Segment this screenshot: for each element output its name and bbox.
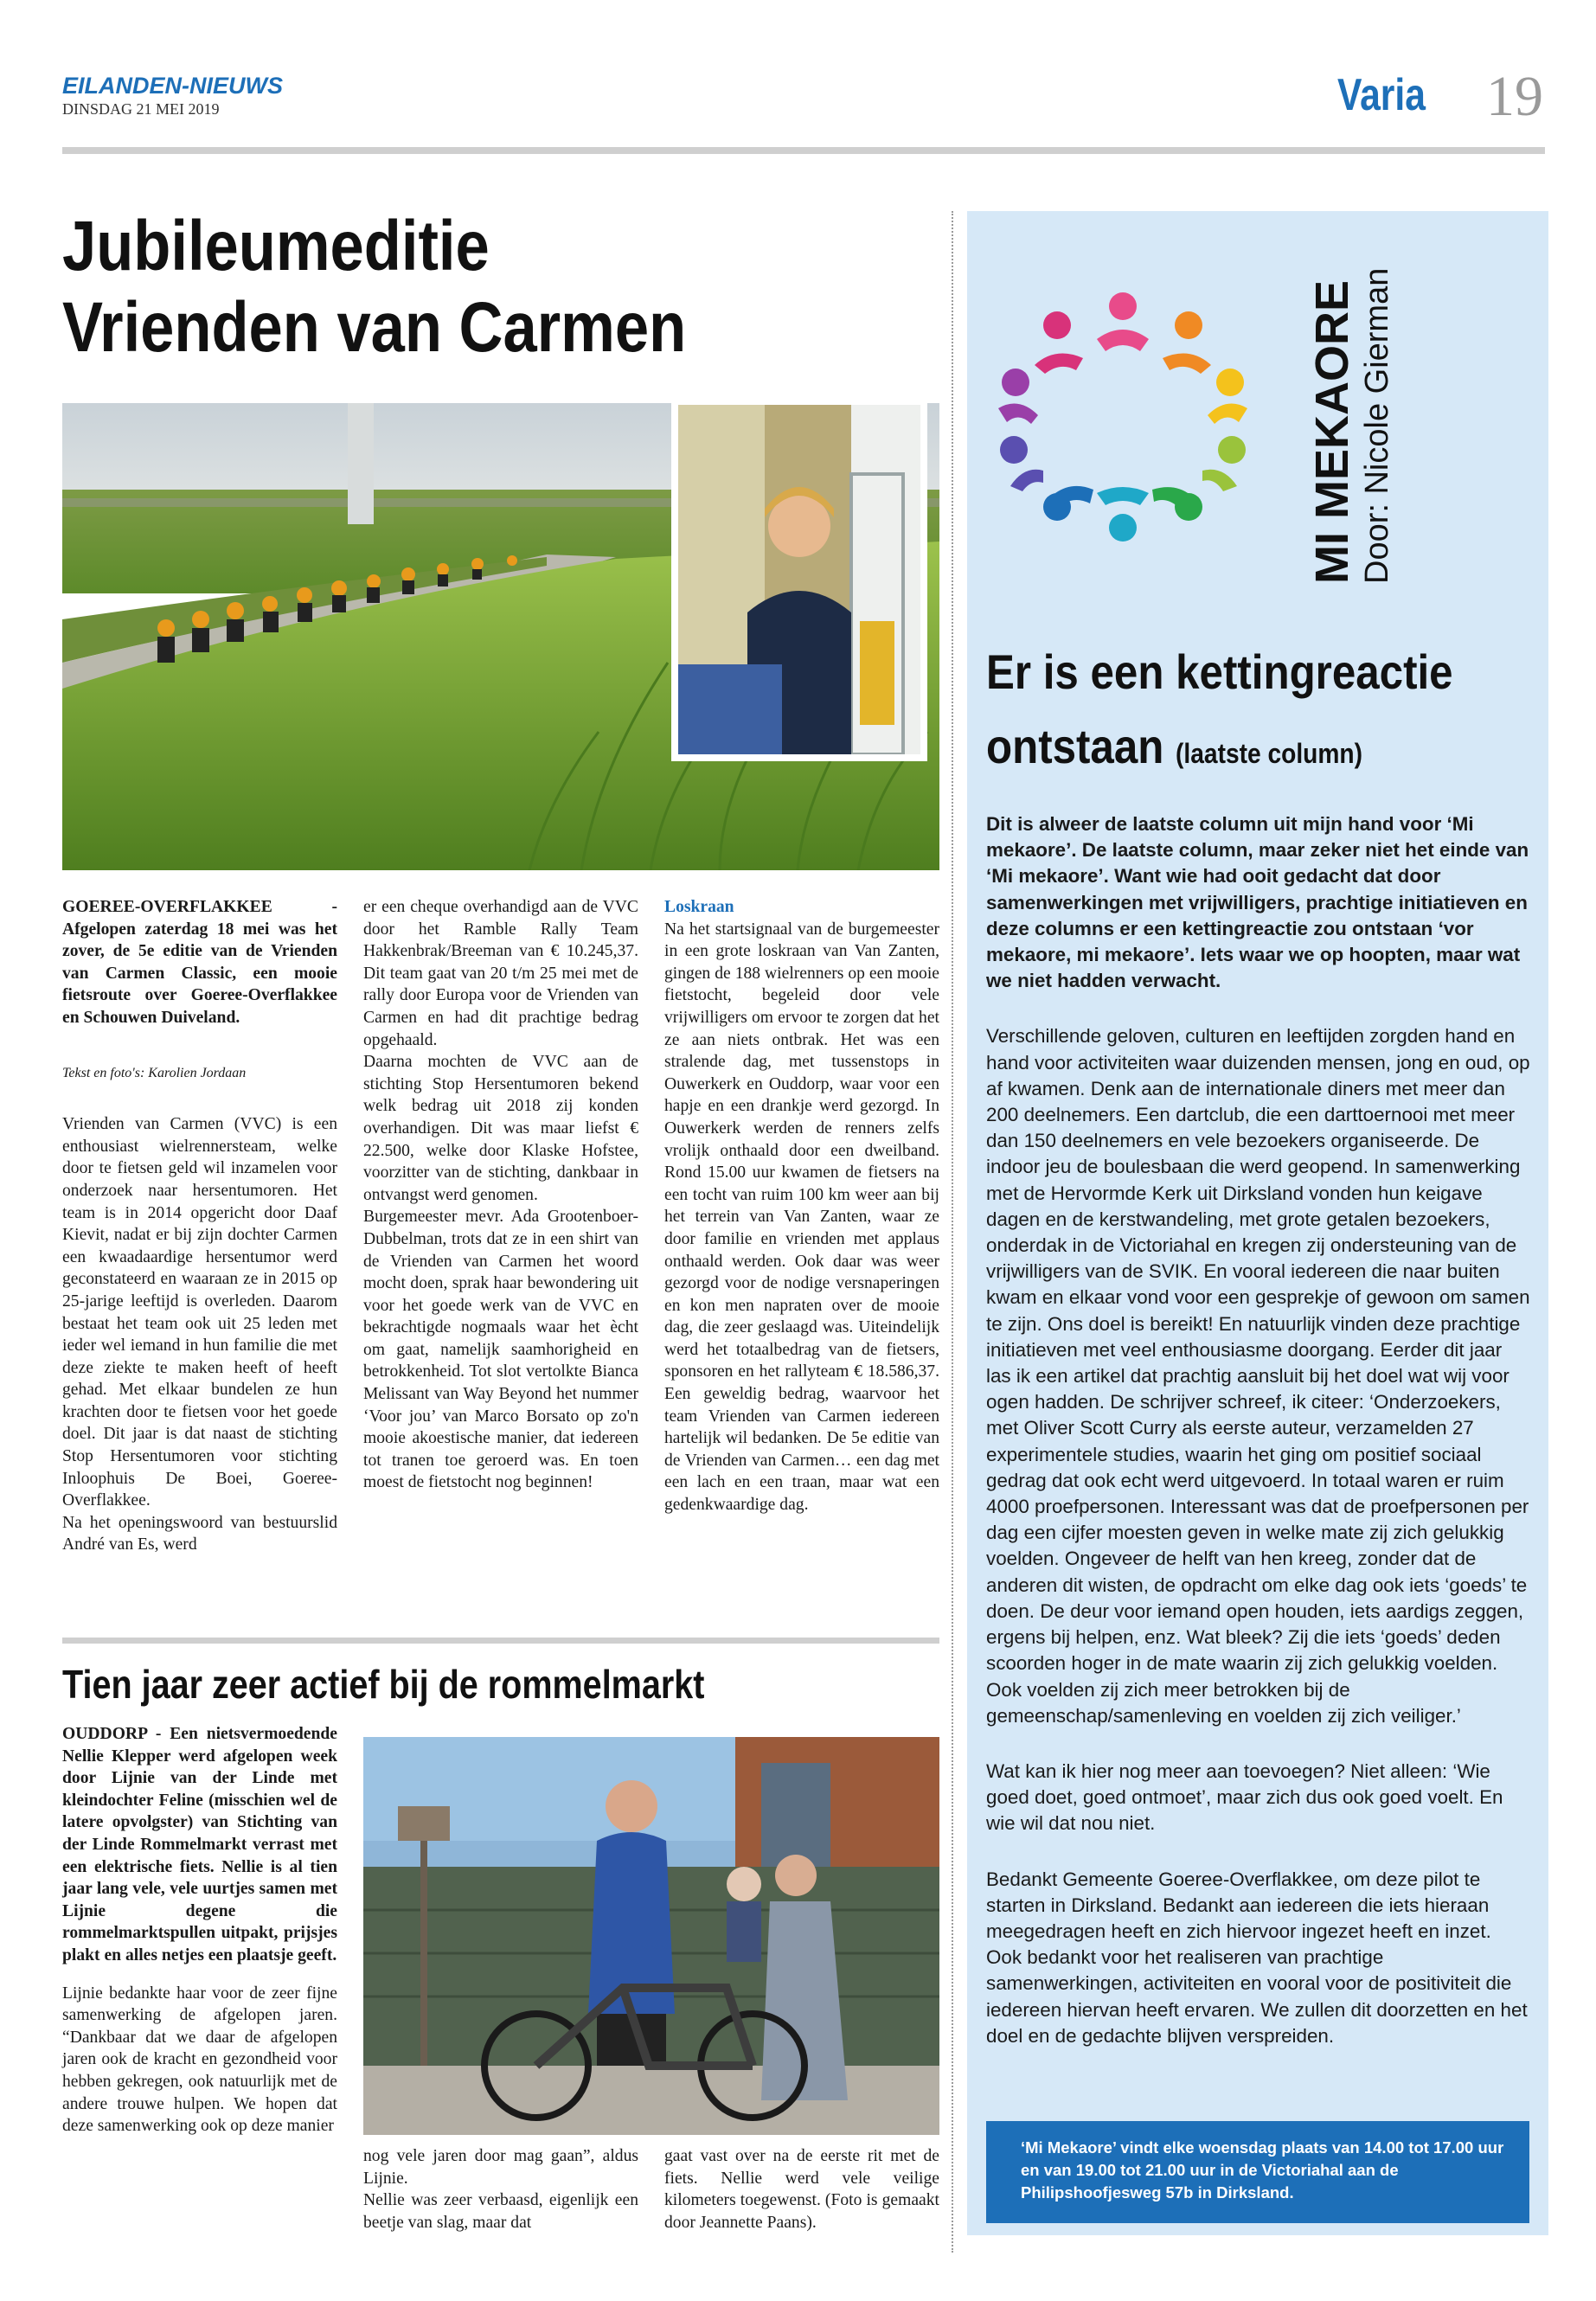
page-number: 19 bbox=[1486, 65, 1543, 128]
info-box-text: ‘Mi Mekaore’ vindt elke woensdag plaats van 14.00 tot 17.00 uur en van 19.00 tot 21.00 uur in de Victoriahal aan de Philipshoofjesweg 57b in Dirksland. bbox=[1021, 2138, 1504, 2202]
photo-bike-illustration bbox=[363, 1737, 939, 2135]
article1-body-1-tail: Na het openingswoord van bestuurslid André van Es, werd bbox=[62, 1513, 337, 1554]
article1-column-3 bbox=[664, 896, 939, 1516]
column-separator bbox=[952, 211, 953, 2253]
article2-body-2b: Nellie was zeer verbaasd, eigenlijk een beetje van slag, maar dat bbox=[363, 2191, 638, 2232]
article1-headline-line1: Jubileumeditie bbox=[62, 207, 490, 285]
article1-headline bbox=[62, 206, 806, 369]
people-circle-icon bbox=[984, 285, 1261, 545]
column-paragraph-1: Verschillende geloven, culturen en leeftijden zorgden hand en hand voor activiteiten waar duizenden mensen, jong en oud, op af kwamen. Denk aan de internationale diners met meer dan 200 deelnemers. Een dartclub, die een darttoernooi met meer dan 150 deelnemers en vele bezoekers organiseerde. De indoor jeu de boulesbaan die werd geopend. In samenwerking met de Hervormde Kerk uit Dirksland vonden hun keigave dagen en de kerstwandeling, met grote getalen bezoekers, onderdak in de Victoriahal en kregen zij ondersteuning van de vrijwilligers van de SVIK. En vooral iedereen die naar buiten kwam en elkaar vond voor een gesprekje of gewoon om samen te zijn. Ons doel is bereikt! En natuurlijk vinden deze prachtige initiatieven met veel enthousiasme doorgang. Eerder dit jaar las ik een artikel dat prachtig aansluit bij het doel wat wij voor ogen hadden. De schrijver schreef, ik citeer: ‘Onderzoekers, met Oliver Scott Curry als eerste auteur, verzamelden 27 experimentele studies, waarin het ging om positief sociaal gedrag dat ook echt werd uitgevoerd. In totaal waren er ruim 4000 proefpersonen. Interessant was dat de proefpersonen per dag een cijfer moesten geven in welke mate zij zich gelukkig voelden. Ongeveer de helft van hen kreeg, zonder dat de anderen dit wisten, de opdracht om elke dag ook iets ‘goeds’ te doen. De deur voor iemand open houden, iets aardigs zeggen, ergens bij helpen, enz. Wat bleek? Zij die iets ‘goeds’ deden scoorden hoger in de mate waarin zij zich gelukkig voelden. Ook voelden zij zich meer betrokken bij de gemeenschap/samenleving en voelden zij zich veiliger.’ bbox=[986, 1025, 1530, 1727]
column-intro: Dit is alweer de laatste column uit mijn hand voor ‘Mi mekaore’. De laatste column, maar zeker niet het einde van ‘Mi mekaore’. Want wie had ooit gedacht dat door samenwerkingen met vrijwilligers, prachtige initiatieven en deze columns er een kettingreactie zou ontstaan ‘vor mekaore, mi mekaore’. Iets waar we op hoopten, maar wat we niet hadden verwacht. bbox=[986, 813, 1529, 992]
article1-lead: GOEREE-OVERFLAKKEE - Afgelopen zaterdag 18 mei was het zover, de 5e editie van de Vrienden van Carmen Classic, een mooie fietsroute over Goeree-Overflakkee en Schouwen Duiveland. bbox=[62, 898, 337, 1027]
article1-body-3: Na het startsignaal van de burgemeester in een grote loskraan van Van Zanten, gingen de 188 wielrenners op een mooie fietstocht, begeleid door vele vrijwilligers om ervoor te zorgen dat het ze aan niets ontbrak. Het was een stralende dag, met tussenstops in Ouwerkerk en Ouddorp, waar voor een hapje en een drankje werd gezorgd. In Ouwerkerk werden de renners zelfs vrolijk onthaald door een dweilband. Rond 15.00 uur kwamen de fietsers na een tocht van ruim 100 km weer aan bij het terrein van Van Zanten, waar ze door familie en vrienden met applaus onthaald werden. Ook daar was weer gezorgd voor de nodige versnaperingen en kon men napraten over de mooie dag, die zeer geslaagd was. Uiteindelijk werd het totaalbedrag van de fietsers, sponsoren en het rallyteam € 18.586,37. Een geweldig bedrag, waarvoor het team Vrienden van Carmen iedereen hartelijk wil bedanken. De 5e editie van de Vrienden van Carmen… een dag met een lach en een traan, maar wat een gedenkwaardige dag. bbox=[664, 920, 939, 1515]
article1-body-1: Vrienden van Carmen (VVC) is een enthousiast wielrennersteam, welke door te fietsen geld wil inzamelen voor onderzoek naar hersentumoren. Het team is in 2014 opgericht door Daaf Kievit, nadat er bij zijn dochter Carmen een kwaadaardige hersentumor werd geconstateerd en waaraan ze in 2015 op 25-jarige leeftijd is overleden. Daarom bestaat het team ook uit 25 leden met ieder wel iemand in hun familie die met deze ziekte te maken heeft of heeft gehad. Met elkaar bundelen ze hun krachten door te fietsen voor het goede doel. Dit jaar is dat naast de stichting Stop Hersentumoren voor stichting Inloophuis De Boei, Goeree-Overflakkee. bbox=[62, 1115, 337, 1510]
article2-body-2a: nog vele jaren door mag gaan”, aldus Lijnie. bbox=[363, 2147, 638, 2188]
header-rule bbox=[62, 147, 1545, 154]
article1-column-2 bbox=[363, 896, 638, 1494]
article2-headline: Tien jaar zeer actief bij de rommelmarkt bbox=[62, 1662, 705, 1707]
article2-column-3 bbox=[664, 2145, 939, 2234]
column-paragraph-3: Bedankt Gemeente Goeree-Overflakkee, om deze pilot te starten in Dirksland. Bedankt aan iedereen die iets hieraan meegedragen heeft en zich hiervoor ingezet heeft en inzet. Ook bedankt voor het realiseren van prachtige samenwerkingen, activiteiten en vooral voor de positiviteit die iedereen hiervan heeft ervaren. We zullen dit doorzetten en het doel en de gedachte blijven verspreiden. bbox=[986, 1868, 1528, 2047]
photo-bike-presentation bbox=[363, 1737, 939, 2135]
dateline: DINSDAG 21 MEI 2019 bbox=[62, 100, 220, 118]
column-headline-line2 bbox=[986, 709, 1565, 791]
people-circle-logo bbox=[984, 285, 1261, 545]
photo-crane-illustration bbox=[678, 405, 920, 754]
article2-lead: OUDDORP - Een nietsvermoedende Nellie Klepper werd afgelopen week door Lijnie van der Linde met kleindochter Feline (misschien wel de latere opvolgster) van Stichting van der Linde Rommelmarkt verrast met een elektrische fiets. Nellie is al tien jaar lang vele, vele uurtjes samen met Lijnie degene die rommelmarktspullen uitpakt, prijsjes plakt en alles netjes een plaatsje geeft. bbox=[62, 1725, 337, 1965]
column-headline-line1: Er is een kettingreactie bbox=[986, 644, 1453, 699]
column-body bbox=[986, 811, 1531, 2049]
article1-column-1 bbox=[62, 896, 337, 1556]
info-box bbox=[986, 2121, 1529, 2223]
article1-body-2c: Burgemeester mevr. Ada Grootenboer-Dubbelman, trots dat ze in een shirt van de Vrienden van Carmen het woord mocht doen, sprak haar bewondering uit voor het goede werk van de VVC en bekrachtigde nogmaals waar het ècht om gaat, namelijk saamhorigheid en betrokkenheid. Tot slot vertolkte Bianca Melissant van Way Beyond het nummer ‘Voor jou’ van Marco Borsato op zo'n mooie akoestische manier, dat iedereen tot tranen toe geroerd was. En toen moest de fietstocht nog beginnen! bbox=[363, 1208, 638, 1492]
series-title: MI MEKAORE bbox=[1306, 280, 1358, 584]
article2-body-3: gaat vast over na de eerste rit met de fiets. Nellie werd vele veilige kilometers toegewenst. (Foto is gemaakt door Jeannette Paans). bbox=[664, 2147, 939, 2232]
article1-byline: Tekst en foto's: Karolien Jordaan bbox=[62, 1065, 247, 1080]
article1-body-2b: Daarna mochten de VVC aan de stichting Stop Hersentumoren bekend welk bedrag uit 2018 zij konden overhandigen. Dit was maar liefst € 22.500, welke door Klaske Hofstee, voorzitter van de stichting, dankbaar in ontvangst werd genomen. bbox=[363, 1053, 638, 1204]
column-series-title bbox=[1306, 268, 1396, 584]
column-paragraph-2: Wat kan ik hier nog meer aan toevoegen? Niet alleen: ‘Wie goed doet, goed ontmoet’, maar zich dus ook goed voelt. En wie wil dat nou niet. bbox=[986, 1759, 1503, 1835]
article1-headline-line2: Vrienden van Carmen bbox=[62, 288, 687, 367]
column-author: Door: Nicole Gierman bbox=[1359, 267, 1395, 584]
column-headline bbox=[986, 635, 1565, 791]
section-divider bbox=[62, 1638, 939, 1644]
column-headline-ontstaan: ontstaan bbox=[986, 719, 1164, 773]
article2-column-2 bbox=[363, 2145, 638, 2234]
article2-body-1: Lijnie bedankte haar voor de zeer fijne samenwerking de afgelopen jaren. “Dankbaar dat we daar de afgelopen jaren ook de kracht en gezondheid voor hebben gekregen, ook natuurlijk met de andere trouwe hulpen. We hopen dat deze samenwerking ook op deze manier bbox=[62, 1984, 337, 2136]
section-title: Varia bbox=[1337, 70, 1426, 120]
article1-body-2a: er een cheque overhandigd aan de VVC door het Ramble Rally Team Hakkenbrak/Breeman van € 10.245,37. Dit team gaat van 20 t/m 25 mei met de rally door Europa voor de Vrienden van Carmen en had dit prachtige bedrag opgehaald. bbox=[363, 898, 638, 1049]
article1-subhead-loskraan: Loskraan bbox=[664, 898, 734, 916]
article2-column-1 bbox=[62, 1723, 337, 2138]
masthead: EILANDEN-NIEUWS bbox=[62, 73, 283, 99]
photo-crane bbox=[671, 398, 927, 761]
column-headline-note: (laatste column) bbox=[1176, 738, 1362, 769]
